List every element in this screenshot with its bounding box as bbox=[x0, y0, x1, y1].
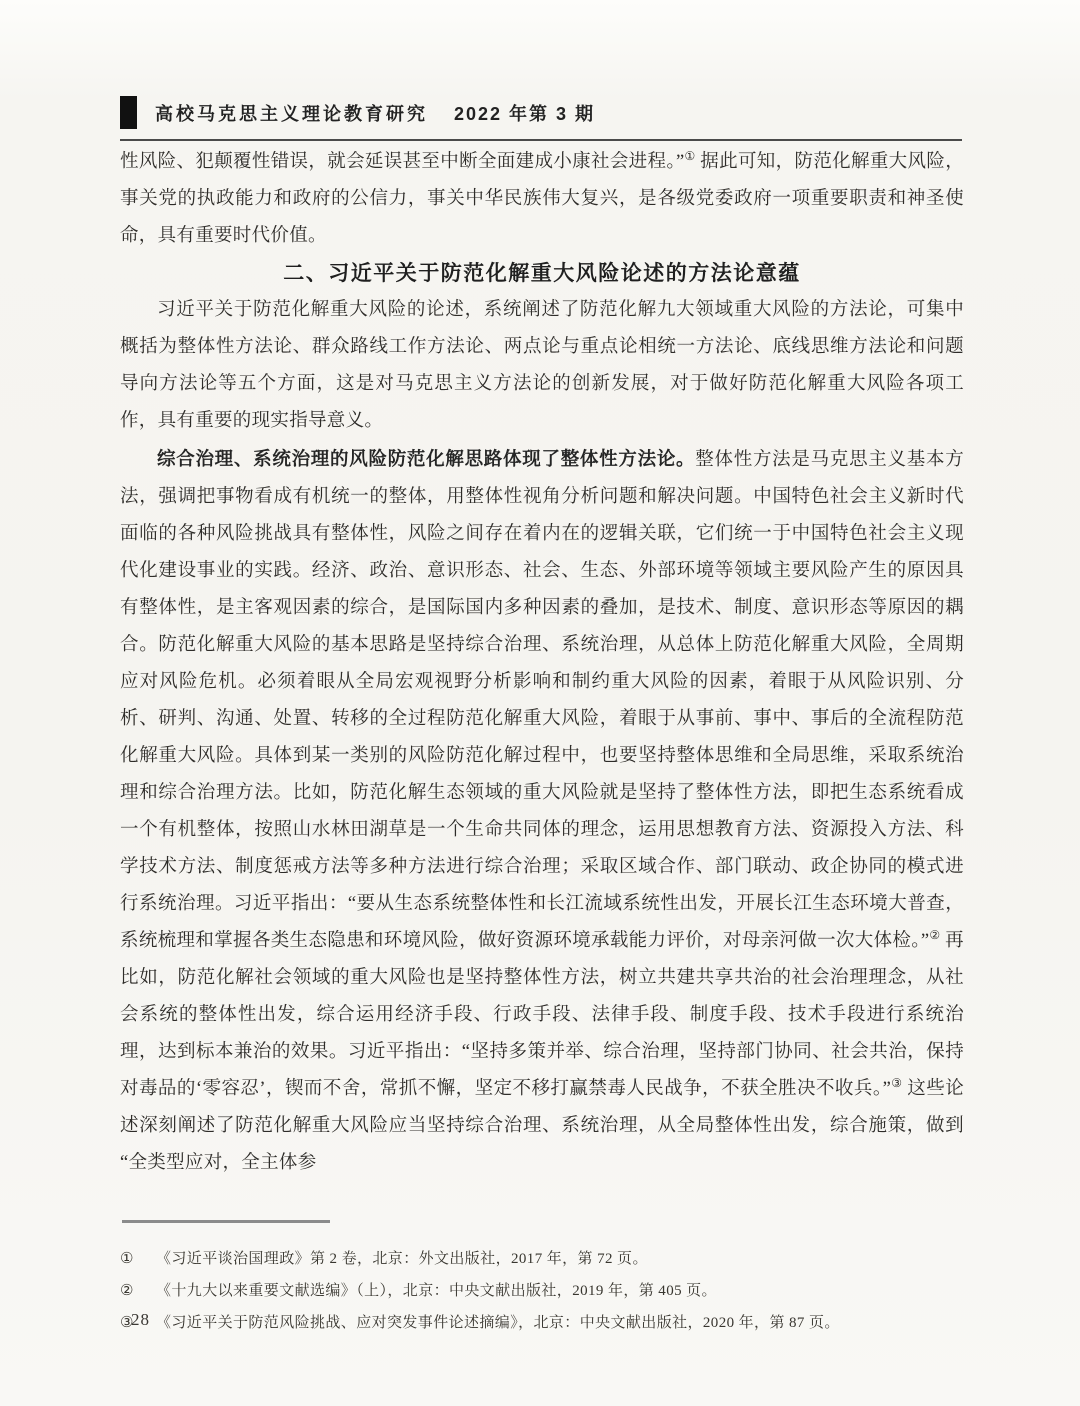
header-rule bbox=[120, 139, 962, 141]
paragraph-bold-lead: 综合治理、系统治理的风险防范化解思路体现了整体性方法论。 bbox=[157, 448, 696, 469]
footnote-text: 《习近平关于防范风险挑战、应对突发事件论述摘编》，北京：中央文献出版社，2020 年，第 87 页。 bbox=[156, 1315, 840, 1331]
journal-issue: 2022 年第 3 期 bbox=[454, 103, 596, 124]
footnote-ref-1: ① bbox=[684, 148, 696, 163]
footnotes-block bbox=[120, 1243, 964, 1339]
section-heading: 二、习近平关于防范化解重大风险论述的方法论意蕴 bbox=[283, 262, 801, 285]
journal-header bbox=[120, 96, 962, 129]
paragraph-text: 这些论述深刻阐述了防范化解重大风险应当坚持综合治理、系统治理，从全局整体性出发，综合施策，做到“全类型应对，全主体参 bbox=[120, 1079, 965, 1173]
paragraph-text: 再比如，防范化解社会领域的重大风险也是坚持整体性方法，树立共建共享共治的社会治理理念，从社会系统的整体性出发，综合运用经济手段、行政手段、法律手段、制度手段、技术手段进行系统治理，达到标本兼治的效果。习近平指出：“坚持多策并举、综合治理，坚持部门协同、社会共治，保持对毒品的‘零容忍’，锲而不舍，常抓不懈，坚定不移打赢禁毒人民战争，不获全胜决不收兵。” bbox=[120, 931, 964, 1099]
paragraph-text: 整体性方法是马克思主义基本方法，强调把事物看成有机统一的整体，用整体性视角分析问题和解决问题。中国特色社会主义新时代面临的各种风险挑战具有整体性，风险之间存在着内在的逻辑关联，它们统一于中国特色社会主义现代化建设事业的实践。经济、政治、意识形态、社会、生态、外部环境等领域主要风险产生的原因具有整体性，是主客观因素的综合，是国际国内多种因素的叠加，是技术、制度、意识形态等原因的耦合。防范化解重大风险的基本思路是坚持综合治理、系统治理，从总体上防范化解重大风险，全周期应对风险危机。必须着眼从全局宏观视野分析影响和制约重大风险的因素，着眼于从风险识别、分析、研判、沟通、处置、转移的全过程防范化解重大风险，着眼于从事前、事中、事后的全流程防范化解重大风险。具体到某一类别的风险防范化解过程中，也要坚持整体思维和全局思维，采取系统治理和综合治理方法。比如，防范化解生态领域的重大风险就是坚持了整体性方法，即把生态系统看成一个有机整体，按照山水林田湖草是一个生命共同体的理念，运用思想教育方法、资源投入方法、科学技术方法、制度惩戒方法等多种方法进行综合治理；采取区域合作、部门联动、政企协同的模式进行系统治理。习近平指出：“要从生态系统整体性和长江流域系统性出发，开展长江生态环境大普查，系统梳理和掌握各类生态隐患和环境风险，做好资源环境承载能力评价，对母亲河做一次大体检。” bbox=[120, 450, 964, 951]
footnote-item bbox=[120, 1275, 964, 1307]
footnote-item bbox=[120, 1307, 964, 1339]
footnote-marker: ③ bbox=[120, 1315, 134, 1331]
paragraph-integral-method bbox=[120, 440, 964, 1182]
footnote-text: 《十九大以来重要文献选编》（上），北京：中央文献出版社，2019 年，第 405 页。 bbox=[156, 1283, 717, 1299]
footnote-text: 《习近平谈治国理政》第 2 卷，北京：外文出版社，2017 年，第 72 页。 bbox=[156, 1251, 648, 1267]
paragraph-overview: 习近平关于防范化解重大风险的论述，系统阐述了防范化解九大领域重大风险的方法论，可集中概括为整体性方法论、群众路线工作方法论、两点论与重点论相统一方法论、底线思维方法论和问题导向方法论等五个方面，这是对马克思主义方法论的创新发展，对于做好防范化解重大风险各项工作，具有重要的现实指导意义。 bbox=[120, 300, 964, 431]
paragraph-continuation bbox=[120, 144, 964, 255]
article-body bbox=[120, 144, 964, 1182]
paragraph-text: 据此可知，防范化解重大风险，事关党的执政能力和政府的公信力，事关中华民族伟大复兴，是各级党委政府一项重要职责和神圣使命，具有重要时代价值。 bbox=[120, 152, 964, 246]
footnote-ref-3: ③ bbox=[891, 1075, 903, 1090]
footnote-ref-2: ② bbox=[929, 927, 941, 942]
page-number: 28 bbox=[131, 1310, 150, 1329]
footnote-marker: ① bbox=[120, 1251, 134, 1267]
paragraph-text: 性风险、犯颠覆性错误，就会延误甚至中断全面建成小康社会进程。” bbox=[120, 152, 685, 172]
footnote-marker: ② bbox=[120, 1283, 134, 1299]
journal-title: 高校马克思主义理论教育研究 bbox=[155, 103, 428, 124]
header-black-mark bbox=[120, 96, 137, 129]
footnote-item bbox=[120, 1243, 964, 1275]
footnote-separator bbox=[122, 1220, 330, 1223]
